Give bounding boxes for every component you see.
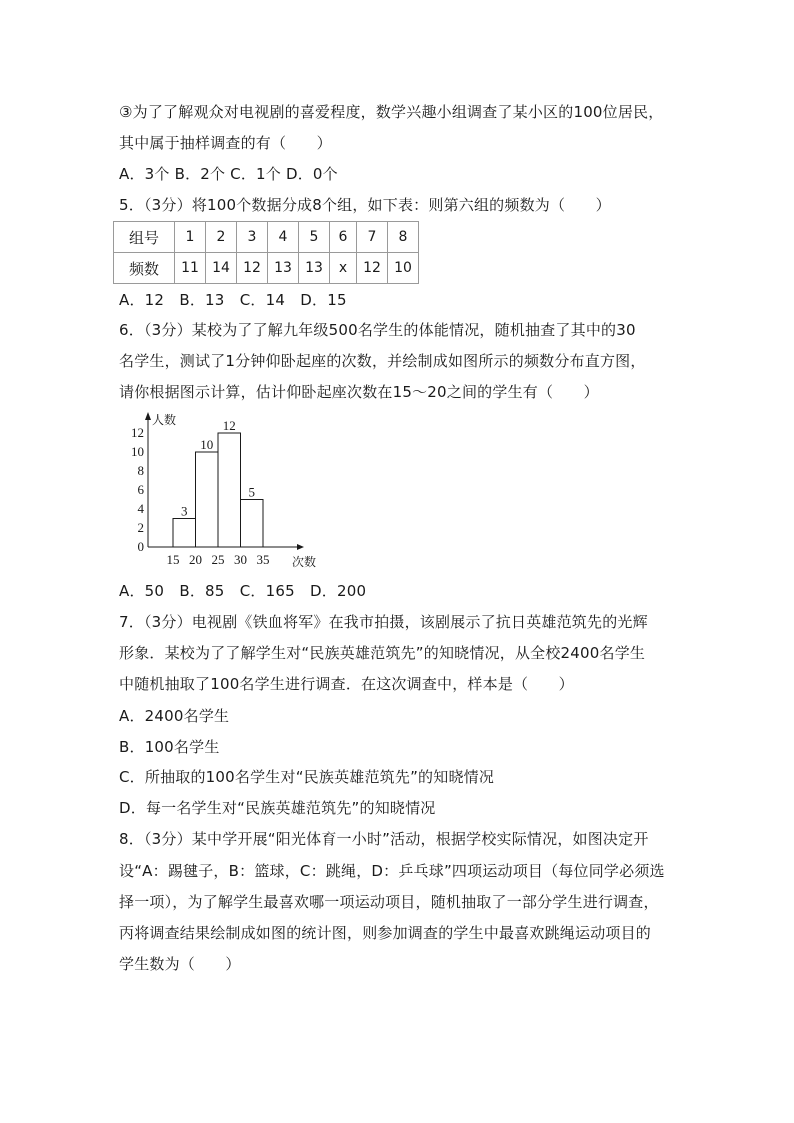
q7-option-d: D．每一名学生对“民族英雄范筑先”的知晓情况 (119, 799, 436, 817)
table-header-frequency: 频数 (114, 253, 175, 284)
histogram-bar (173, 519, 196, 548)
y-tick-label: 2 (137, 520, 144, 535)
q4-options: A．3个 B．2个 C．1个 D．0个 (119, 165, 338, 183)
q6-options: A．50 B．85 C．165 D．200 (119, 582, 367, 600)
q5-options: A．12 B．13 C．14 D．15 (119, 291, 347, 309)
q6-question-line-2: 名学生，测试了1分钟仰卧起座的次数，并绘制成如图所示的频数分布直方图， (119, 352, 646, 370)
table-cell: 2 (206, 222, 237, 253)
table-cell: x (330, 253, 357, 284)
q7-option-c: C．所抽取的100名学生对“民族英雄范筑先”的知晓情况 (119, 768, 495, 786)
q7-option-b: B．100名学生 (119, 738, 220, 756)
y-tick-label: 6 (137, 482, 144, 497)
frequency-table (113, 221, 419, 284)
y-axis-arrow (145, 412, 151, 420)
q7-option-a: A．2400名学生 (119, 707, 230, 725)
table-row-frequency (114, 253, 419, 284)
table-cell: 10 (388, 253, 419, 284)
y-tick-label: 8 (137, 463, 144, 478)
q8-question-line-1: 8．（3分）某中学开展“阳光体育一小时”活动，根据学校实际情况，如图决定开 (119, 830, 649, 848)
y-tick-label: 0 (137, 539, 144, 554)
table-cell: 8 (388, 222, 419, 253)
histogram-bar (196, 452, 219, 547)
q4-statement-line: ③为了了解观众对电视剧的喜爱程度，数学兴趣小组调查了某小区的100位居民， (119, 103, 664, 121)
table-cell: 1 (175, 222, 206, 253)
table-cell: 5 (299, 222, 330, 253)
x-tick-label: 20 (189, 552, 202, 567)
x-tick-label: 30 (234, 552, 247, 567)
q6-question-line-3: 请你根据图示计算，估计仰卧起座次数在15～20之间的学生有（ ） (119, 383, 599, 401)
histogram-bar (218, 433, 241, 547)
bar-value-label: 10 (200, 437, 214, 452)
x-tick-label: 15 (166, 552, 180, 567)
table-cell: 12 (237, 253, 268, 284)
q7-question-line-2: 形象．某校为了了解学生对“民族英雄范筑先”的知晓情况，从全校2400名学生 (119, 644, 646, 662)
bar-value-label: 12 (222, 418, 236, 433)
table-cell: 11 (175, 253, 206, 284)
table-cell: 7 (357, 222, 388, 253)
y-tick-label: 10 (131, 444, 144, 459)
q5-question: 5．（3分）将100个数据分成8个组，如下表：则第六组的频数为（ ） (119, 196, 611, 214)
table-row-group (114, 222, 419, 253)
q4-question-line: 其中属于抽样调查的有（ ） (119, 134, 332, 152)
table-header-group: 组号 (114, 222, 175, 253)
x-axis-label: 次数 (292, 555, 317, 569)
q8-question-line-2: 设“A：踢毽子，B：篮球，C：跳绳，D：乒乓球”四项运动项目（每位同学必须选 (119, 862, 665, 880)
table-cell: 14 (206, 253, 237, 284)
y-axis-label: 人数 (152, 413, 177, 427)
table-cell: 12 (357, 253, 388, 284)
histogram-bar (241, 500, 264, 548)
bar-value-label: 3 (181, 503, 188, 519)
y-tick-label: 12 (131, 425, 144, 440)
q6-question-line-1: 6．（3分）某校为了了解九年级500名学生的体能情况，随机抽查了其中的30 (119, 321, 636, 339)
x-axis-arrow (297, 544, 304, 550)
table-cell: 3 (237, 222, 268, 253)
q7-question-line-3: 中随机抽取了100名学生进行调查．在这次调查中，样本是（ ） (119, 675, 574, 693)
table-cell: 13 (299, 253, 330, 284)
q7-question-line-1: 7．（3分）电视剧《铁血将军》在我市拍摄，该剧展示了抗日英雄范筑先的光辉 (119, 613, 648, 631)
y-tick-label: 4 (137, 501, 144, 516)
x-tick-label: 35 (256, 552, 270, 567)
table-cell: 13 (268, 253, 299, 284)
bar-value-label: 5 (248, 484, 255, 500)
q8-question-line-4: 丙将调查结果绘制成如图的统计图，则参加调查的学生中最喜欢跳绳运动项目的 (119, 924, 652, 942)
x-tick-label: 25 (211, 552, 225, 567)
table-cell: 6 (330, 222, 357, 253)
table-cell: 4 (268, 222, 299, 253)
q8-question-line-3: 择一项），为了解学生最喜欢哪一项运动项目，随机抽取了一部分学生进行调查， (119, 893, 659, 911)
histogram-chart (112, 410, 342, 575)
q8-question-line-5: 学生数为（ ） (119, 955, 241, 973)
